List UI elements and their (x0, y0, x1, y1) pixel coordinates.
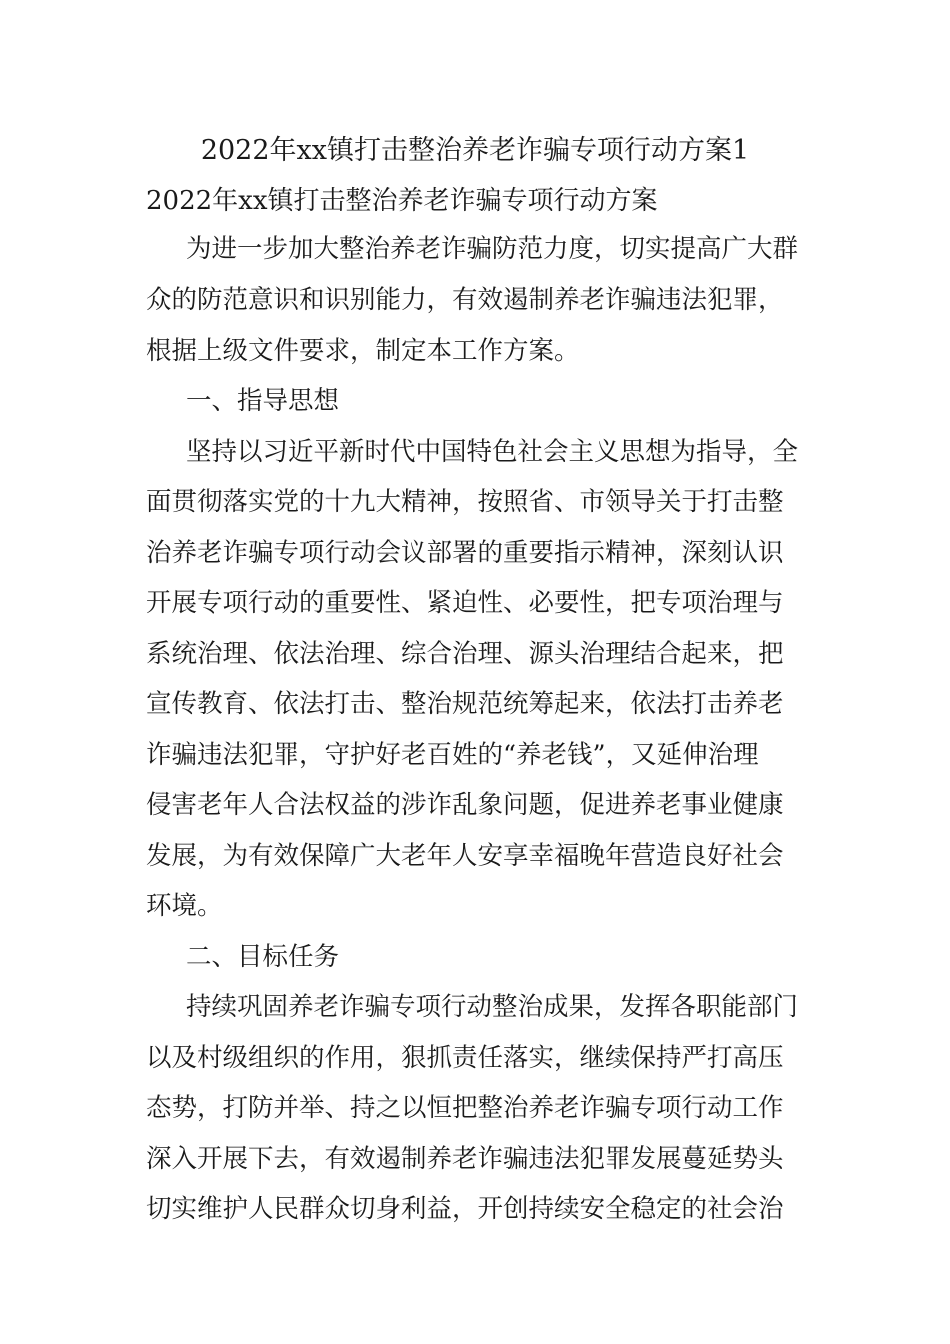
paragraph-line: 环境。 (146, 891, 223, 921)
section-heading: 二、目标任务 (186, 942, 340, 972)
paragraph-line: 发展，为有效保障广大老年人安享幸福晚年营造良好社会 (146, 841, 784, 871)
paragraph-line: 开展专项行动的重要性、紧迫性、必要性，把专项治理与 (146, 588, 784, 618)
paragraph-line: 持续巩固养老诈骗专项行动整治成果，发挥各职能部门 (186, 992, 799, 1022)
paragraph-line: 以及村级组织的作用，狠抓责任落实，继续保持严打高压 (146, 1043, 784, 1073)
paragraph-line: 宣传教育、依法打击、整治规范统筹起来，依法打击养老 (146, 689, 784, 719)
paragraph-line: 面贯彻落实党的十九大精神，按照省、市领导关于打击整 (146, 487, 784, 517)
paragraph-line: 为进一步加大整治养老诈骗防范力度，切实提高广大群 (186, 234, 799, 264)
paragraph-line: 侵害老年人合法权益的涉诈乱象问题，促进养老事业健康 (146, 790, 784, 820)
paragraph-line: 诈骗违法犯罪，守护好老百姓的“养老钱”，又延伸治理 (146, 740, 759, 770)
section-heading: 一、指导思想 (186, 386, 340, 416)
document-subtitle: 2022年xx镇打击整治养老诈骗专项行动方案 (146, 186, 658, 216)
paragraph-line: 根据上级文件要求，制定本工作方案。 (146, 336, 580, 366)
paragraph-line: 众的防范意识和识别能力，有效遏制养老诈骗违法犯罪， (146, 285, 784, 315)
paragraph-line: 态势，打防并举、持之以恒把整治养老诈骗专项行动工作 (146, 1093, 784, 1123)
paragraph-line: 治养老诈骗专项行动会议部署的重要指示精神，深刻认识 (146, 538, 784, 568)
document-title: 2022年xx镇打击整治养老诈骗专项行动方案1 (200, 135, 750, 166)
paragraph-line: 系统治理、依法治理、综合治理、源头治理结合起来，把 (146, 639, 784, 669)
paragraph-line: 深入开展下去，有效遏制养老诈骗违法犯罪发展蔓延势头 (146, 1144, 784, 1174)
paragraph-line: 坚持以习近平新时代中国特色社会主义思想为指导，全 (186, 437, 799, 467)
paragraph-line: 切实维护人民群众切身利益，开创持续安全稳定的社会治 (146, 1194, 784, 1224)
